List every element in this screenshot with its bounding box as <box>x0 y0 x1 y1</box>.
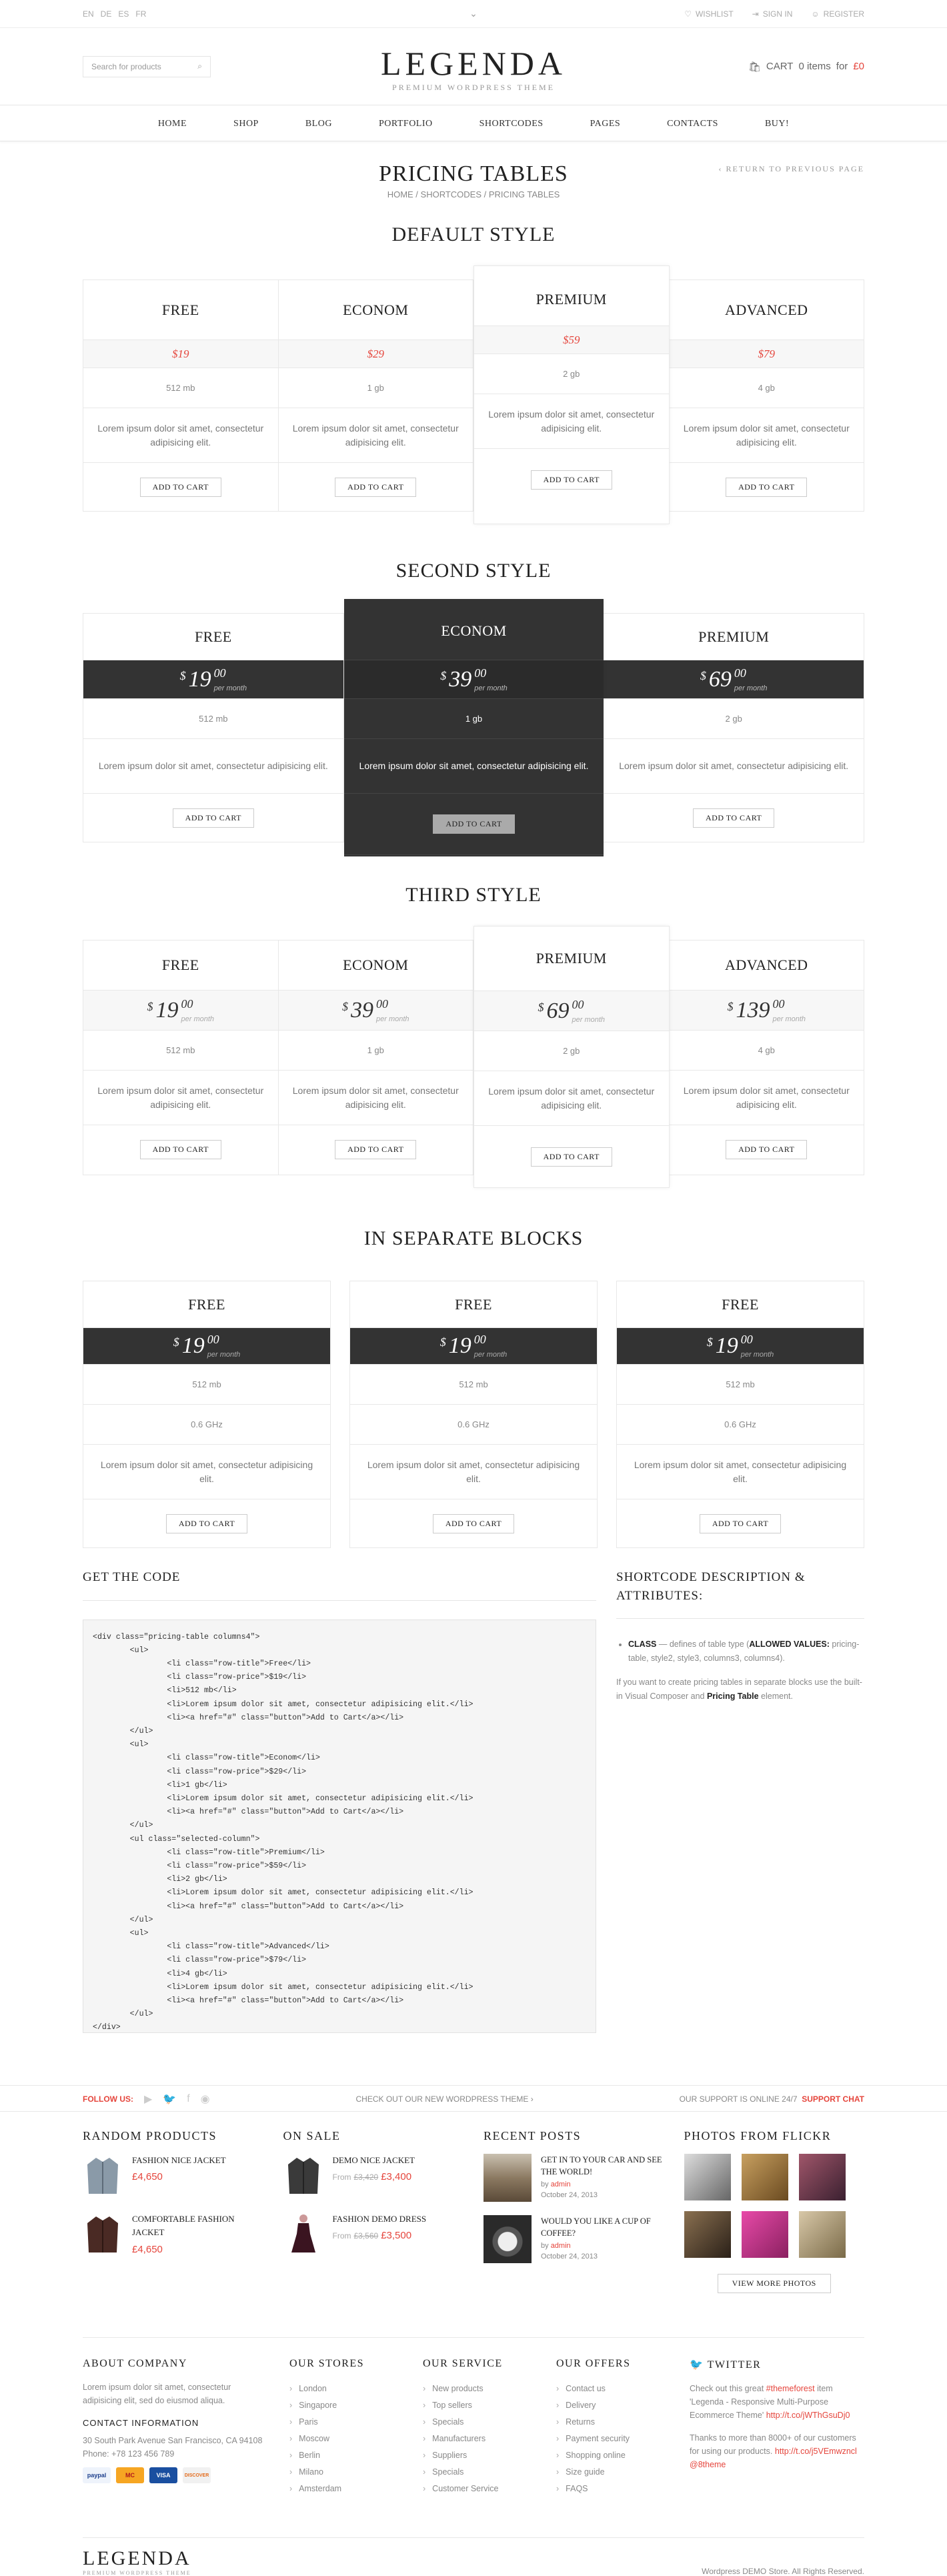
product-item[interactable]: FASHION NICE JACKET £4,650 <box>83 2154 263 2198</box>
post-item[interactable]: WOULD YOU LIKE A CUP OF COFFEE? by admin October 24, 2013 <box>484 2215 664 2263</box>
service-link[interactable]: › Specials <box>423 2414 536 2431</box>
support-chat-link[interactable]: SUPPORT CHAT <box>802 2094 864 2104</box>
nav-contacts[interactable]: CONTACTS <box>667 118 718 129</box>
product-thumbnail[interactable] <box>83 2212 123 2257</box>
product-item[interactable]: COMFORTABLE FASHION JACKET £4,650 <box>83 2212 263 2257</box>
chevron-down-icon[interactable]: ⌄ <box>469 8 478 19</box>
heart-icon: ♡ <box>684 9 692 19</box>
paypal-icon: paypal <box>83 2467 111 2483</box>
our-offers: OUR OFFERS › Contact us › Delivery › Returns › Payment security › Shopping online › Size guide › FAQS <box>556 2358 670 2497</box>
store-link[interactable]: › Milano <box>289 2464 403 2481</box>
visa-icon: VISA <box>149 2467 177 2483</box>
offer-link[interactable]: › Returns <box>556 2414 670 2431</box>
store-link[interactable]: › Paris <box>289 2414 403 2431</box>
post-thumbnail[interactable] <box>484 2215 532 2263</box>
nav-shortcodes[interactable]: SHORTCODES <box>479 118 544 129</box>
nav-pages[interactable]: PAGES <box>590 118 621 129</box>
offer-link[interactable]: › Contact us <box>556 2381 670 2397</box>
price-column: PREMIUM $ 69 00 per month 2 gb Lorem ipsum dolor sit amet, consectetur adipisicing elit. ADD TO CART <box>604 614 864 842</box>
register-link[interactable]: ☺ REGISTER <box>811 9 864 19</box>
about-company: ABOUT COMPANY Lorem ipsum dolor sit amet, consectetur adipisicing elit, sed do eiusmod aliqua. CONTACT INFORMATION 30 South Park Avenue San Francisco, CA 94108 Phone: +78 123 456 789 paypal MC VISA DISCOVER <box>83 2358 269 2497</box>
flickr-photo[interactable] <box>799 2211 846 2258</box>
product-thumbnail[interactable] <box>283 2154 323 2198</box>
twitter-widget: 🐦 TWITTER Check out this great #themeforest item 'Legenda - Responsive Multi-Purpose Ecommerce Theme' http://t.co/jWThGsuDj0 Thanks to more than 8000+ of our customers for using our products. http://t.co/j5VEmwzncl @8theme <box>690 2359 857 2469</box>
recent-posts-widget: RECENT POSTS GET IN TO YOUR CAR AND SEE THE WORLD! by admin October 24, 2013 WOULD YOU LIKE A CUP OF COFFEE? by admin October 24, 2013 <box>484 2129 664 2293</box>
logo[interactable]: LEGENDA PREMIUM WORDPRESS THEME <box>380 45 567 92</box>
code-section <box>83 1568 864 2033</box>
price-column: ECONOM $ 39 00 per month 1 gb Lorem ipsum dolor sit amet, consectetur adipisicing elit. ADD TO CART <box>279 940 474 1175</box>
code-heading: GET THE CODE <box>83 1568 596 1601</box>
add-to-cart-button[interactable]: ADD TO CART <box>693 808 774 828</box>
top-bar <box>0 0 947 28</box>
lang-en[interactable]: EN <box>83 9 94 19</box>
cart-summary[interactable]: 🛍 CART 0 items for £0 <box>748 61 864 73</box>
product-thumbnail[interactable] <box>83 2154 123 2198</box>
search-input[interactable]: Search for products ⌕ <box>83 56 211 77</box>
store-link[interactable]: › Amsterdam <box>289 2481 403 2497</box>
offer-link[interactable]: › Payment security <box>556 2431 670 2447</box>
price-column: FREE $19 512 mb Lorem ipsum dolor sit amet, consectetur adipisicing elit. ADD TO CART <box>83 280 279 511</box>
flickr-photo[interactable] <box>684 2211 731 2258</box>
return-link[interactable]: ‹ RETURN TO PREVIOUS PAGE <box>718 164 864 173</box>
on-sale-widget: ON SALE DEMO NICE JACKET From £3,420 £3,400 FASHION DEMO DRESS From £3,560 £3,500 <box>283 2129 464 2293</box>
add-to-cart-button[interactable]: ADD TO CART <box>433 814 514 834</box>
store-link[interactable]: › Moscow <box>289 2431 403 2447</box>
add-to-cart-button[interactable]: ADD TO CART <box>726 478 807 497</box>
add-to-cart-button[interactable]: ADD TO CART <box>140 478 221 497</box>
add-to-cart-button[interactable]: ADD TO CART <box>531 470 612 490</box>
nav-shop[interactable]: SHOP <box>233 118 259 129</box>
flickr-photo[interactable] <box>684 2154 731 2200</box>
add-to-cart-button[interactable]: ADD TO CART <box>726 1140 807 1159</box>
price-column: FREE $ 19 00 per month 512 mb Lorem ipsum dolor sit amet, consectetur adipisicing elit. ADD TO CART <box>83 940 279 1175</box>
add-to-cart-button[interactable]: ADD TO CART <box>173 808 254 828</box>
follow-bar: FOLLOW US: ▶ 🐦 f ◉ CHECK OUT OUR NEW WORDPRESS THEME › OUR SUPPORT IS ONLINE 24/7 SUPPORT CHAT <box>0 2085 947 2112</box>
mastercard-icon: MC <box>116 2467 144 2483</box>
flickr-widget: PHOTOS FROM FLICKR VIEW MORE PHOTOS <box>684 2129 865 2293</box>
store-link[interactable]: › Berlin <box>289 2447 403 2464</box>
cart-icon: 🛍 <box>748 61 761 73</box>
product-thumbnail[interactable] <box>283 2212 323 2257</box>
nav-portfolio[interactable]: PORTFOLIO <box>378 118 433 129</box>
language-switcher <box>83 9 146 19</box>
search-icon[interactable]: ⌕ <box>197 61 202 71</box>
pricing-blocks <box>83 1281 864 1548</box>
discover-icon: DISCOVER <box>183 2467 211 2483</box>
lang-de[interactable]: DE <box>100 9 112 19</box>
main-nav <box>0 105 947 141</box>
wishlist-link[interactable]: ♡ WISHLIST <box>684 9 734 19</box>
nav-buy[interactable]: BUY! <box>764 118 790 129</box>
price-block: FREE $ 19 00 per month 512 mb 0.6 GHz Lorem ipsum dolor sit amet, consectetur adipisicing elit. ADD TO CART <box>83 1281 331 1548</box>
offer-link[interactable]: › Shopping online <box>556 2447 670 2464</box>
code-block[interactable]: <div class="pricing-table columns4"> <ul> <li class="row-title">Free</li> <li class="row-price">$19</li> <li>512 mb</li> <li>Lorem ipsum dolor sit amet, consectetur adipisicing elit.</li> <li><a href="#" class="button">Add to Cart</a></li> </ul> <ul> <li class="row-title">Econom</li> <li class="row-price">$29</li> <li>1 gb</li> <li>Lorem ipsum dolor sit amet, consectetur adipisicing elit.</li> <li><a href="#" class="button">Add to Cart</a></li> </ul> <ul class="selected-column"> <li class="row-title">Premium</li> <li class="row-price">$59</li> <li>2 gb</li> <li>Lorem ipsum dolor sit amet, consectetur adipisicing elit.</li> <li><a href="#" class="button">Add to Cart</a></li> </ul> <ul> <li class="row-title">Advanced</li> <li class="row-price">$79</li> <li>4 gb</li> <li>Lorem ipsum dolor sit amet, consectetur adipisicing elit.</li> <li><a href="#" class="button">Add to Cart</a></li> </ul> </div> <box>83 1620 596 2033</box>
pricing-table-third <box>83 940 864 1175</box>
theme-promo-link[interactable]: CHECK OUT OUR NEW WORDPRESS THEME › <box>355 2094 534 2104</box>
flickr-photo[interactable] <box>742 2154 788 2200</box>
add-to-cart-button[interactable]: ADD TO CART <box>335 478 416 497</box>
price-column-selected: PREMIUM $59 2 gb Lorem ipsum dolor sit amet, consectetur adipisicing elit. ADD TO CART <box>474 265 670 524</box>
product-item[interactable]: FASHION DEMO DRESS From £3,560 £3,500 <box>283 2212 464 2257</box>
price-column: FREE $ 19 00 per month 512 mb Lorem ipsum dolor sit amet, consectetur adipisicing elit. ADD TO CART <box>83 614 344 842</box>
copyright: Wordpress DEMO Store. All Rights Reserved. <box>702 2566 864 2576</box>
separate-blocks-heading: IN SEPARATE BLOCKS <box>363 1227 584 1249</box>
post-item[interactable]: GET IN TO YOUR CAR AND SEE THE WORLD! by admin October 24, 2013 <box>484 2154 664 2202</box>
shortcode-description: • CLASS — defines of table type (ALLOWED VALUES: pricing-table, style2, style3, columns3, columns4). If you want to create pricing tables in separate blocks use the built-in Visual Composer and Pricing Table element. <box>616 1638 864 1704</box>
header <box>0 28 947 105</box>
price-column: ADVANCED $ 139 00 per month 4 gb Lorem ipsum dolor sit amet, consectetur adipisicing elit. ADD TO CART <box>670 940 864 1175</box>
youtube-icon[interactable]: ▶ <box>143 2093 153 2105</box>
view-more-photos-button[interactable]: VIEW MORE PHOTOS <box>718 2274 831 2293</box>
service-link[interactable]: › Manufacturers <box>423 2431 536 2447</box>
price-column-selected: PREMIUM $ 69 00 per month 2 gb Lorem ipsum dolor sit amet, consectetur adipisicing elit. ADD TO CART <box>474 926 670 1188</box>
offer-link[interactable]: › FAQS <box>556 2481 670 2497</box>
rss-icon[interactable]: ◉ <box>200 2093 210 2105</box>
random-products-widget: RANDOM PRODUCTS FASHION NICE JACKET £4,650 COMFORTABLE FASHION JACKET £4,650 <box>83 2129 263 2293</box>
flickr-photo[interactable] <box>799 2154 846 2200</box>
pricing-table-second <box>83 613 864 842</box>
footer <box>83 2337 864 2576</box>
breadcrumb[interactable]: HOME / SHORTCODES / PRICING TABLES <box>387 189 560 199</box>
price-column: ADVANCED $79 4 gb Lorem ipsum dolor sit amet, consectetur adipisicing elit. ADD TO CART <box>670 280 864 511</box>
flickr-grid <box>684 2154 865 2258</box>
pricing-table-default <box>83 279 864 512</box>
offer-link[interactable]: › Size guide <box>556 2464 670 2481</box>
nav-home[interactable]: HOME <box>157 118 187 129</box>
our-service: OUR SERVICE › New products › Top sellers › Specials › Manufacturers › Suppliers › Specials › Customer Service <box>423 2358 536 2497</box>
service-link[interactable]: › Customer Service <box>423 2481 536 2497</box>
product-item[interactable]: DEMO NICE JACKET From £3,420 £3,400 <box>283 2154 464 2198</box>
service-link[interactable]: › Top sellers <box>423 2397 536 2414</box>
lang-es[interactable]: ES <box>118 9 129 19</box>
third-style-heading: THIRD STYLE <box>405 884 542 906</box>
page-heading <box>83 141 864 199</box>
add-to-cart-button[interactable]: ADD TO CART <box>700 1514 781 1533</box>
twitter-icon[interactable]: 🐦 <box>163 2093 177 2105</box>
second-style-heading: SECOND STYLE <box>395 560 552 582</box>
add-to-cart-button[interactable]: ADD TO CART <box>166 1514 247 1533</box>
payment-cards <box>83 2467 269 2483</box>
price-column: ECONOM $29 1 gb Lorem ipsum dolor sit amet, consectetur adipisicing elit. ADD TO CART <box>279 280 474 511</box>
store-link[interactable]: › Singapore <box>289 2397 403 2414</box>
add-to-cart-button[interactable]: ADD TO CART <box>335 1140 416 1159</box>
price-column-selected: ECONOM $ 39 00 per month 1 gb Lorem ipsum dolor sit amet, consectetur adipisicing elit. ADD TO CART <box>344 599 604 856</box>
service-link[interactable]: › Specials <box>423 2464 536 2481</box>
service-link[interactable]: › Suppliers <box>423 2447 536 2464</box>
footer-widgets <box>83 2129 864 2293</box>
store-link[interactable]: › London <box>289 2381 403 2397</box>
user-icon: ☺ <box>811 9 820 19</box>
offer-link[interactable]: › Delivery <box>556 2397 670 2414</box>
twitter-bird-icon: 🐦 <box>690 2359 704 2371</box>
price-block: FREE $ 19 00 per month 512 mb 0.6 GHz Lorem ipsum dolor sit amet, consectetur adipisicing elit. ADD TO CART <box>616 1281 864 1548</box>
our-stores: OUR STORES › London › Singapore › Paris › Moscow › Berlin › Milano › Amsterdam <box>289 2358 403 2497</box>
signin-icon: ⇥ <box>752 9 759 19</box>
page-title: PRICING TABLES <box>379 161 568 186</box>
facebook-icon[interactable]: f <box>187 2092 190 2104</box>
add-to-cart-button[interactable]: ADD TO CART <box>531 1147 612 1167</box>
lang-fr[interactable]: FR <box>135 9 147 19</box>
post-thumbnail[interactable] <box>484 2154 532 2202</box>
add-to-cart-button[interactable]: ADD TO CART <box>140 1140 221 1159</box>
price-block: FREE $ 19 00 per month 512 mb 0.6 GHz Lorem ipsum dolor sit amet, consectetur adipisicing elit. ADD TO CART <box>349 1281 598 1548</box>
signin-link[interactable]: ⇥ SIGN IN <box>752 9 793 19</box>
service-link[interactable]: › New products <box>423 2381 536 2397</box>
default-style-heading: DEFAULT STYLE <box>391 223 556 245</box>
footer-logo[interactable]: LEGENDA PREMIUM WORDPRESS THEME <box>83 2547 191 2576</box>
add-to-cart-button[interactable]: ADD TO CART <box>433 1514 514 1533</box>
flickr-photo[interactable] <box>742 2211 788 2258</box>
shortcode-heading: SHORTCODE DESCRIPTION & ATTRIBUTES: <box>616 1568 864 1619</box>
nav-blog[interactable]: BLOG <box>305 118 332 129</box>
